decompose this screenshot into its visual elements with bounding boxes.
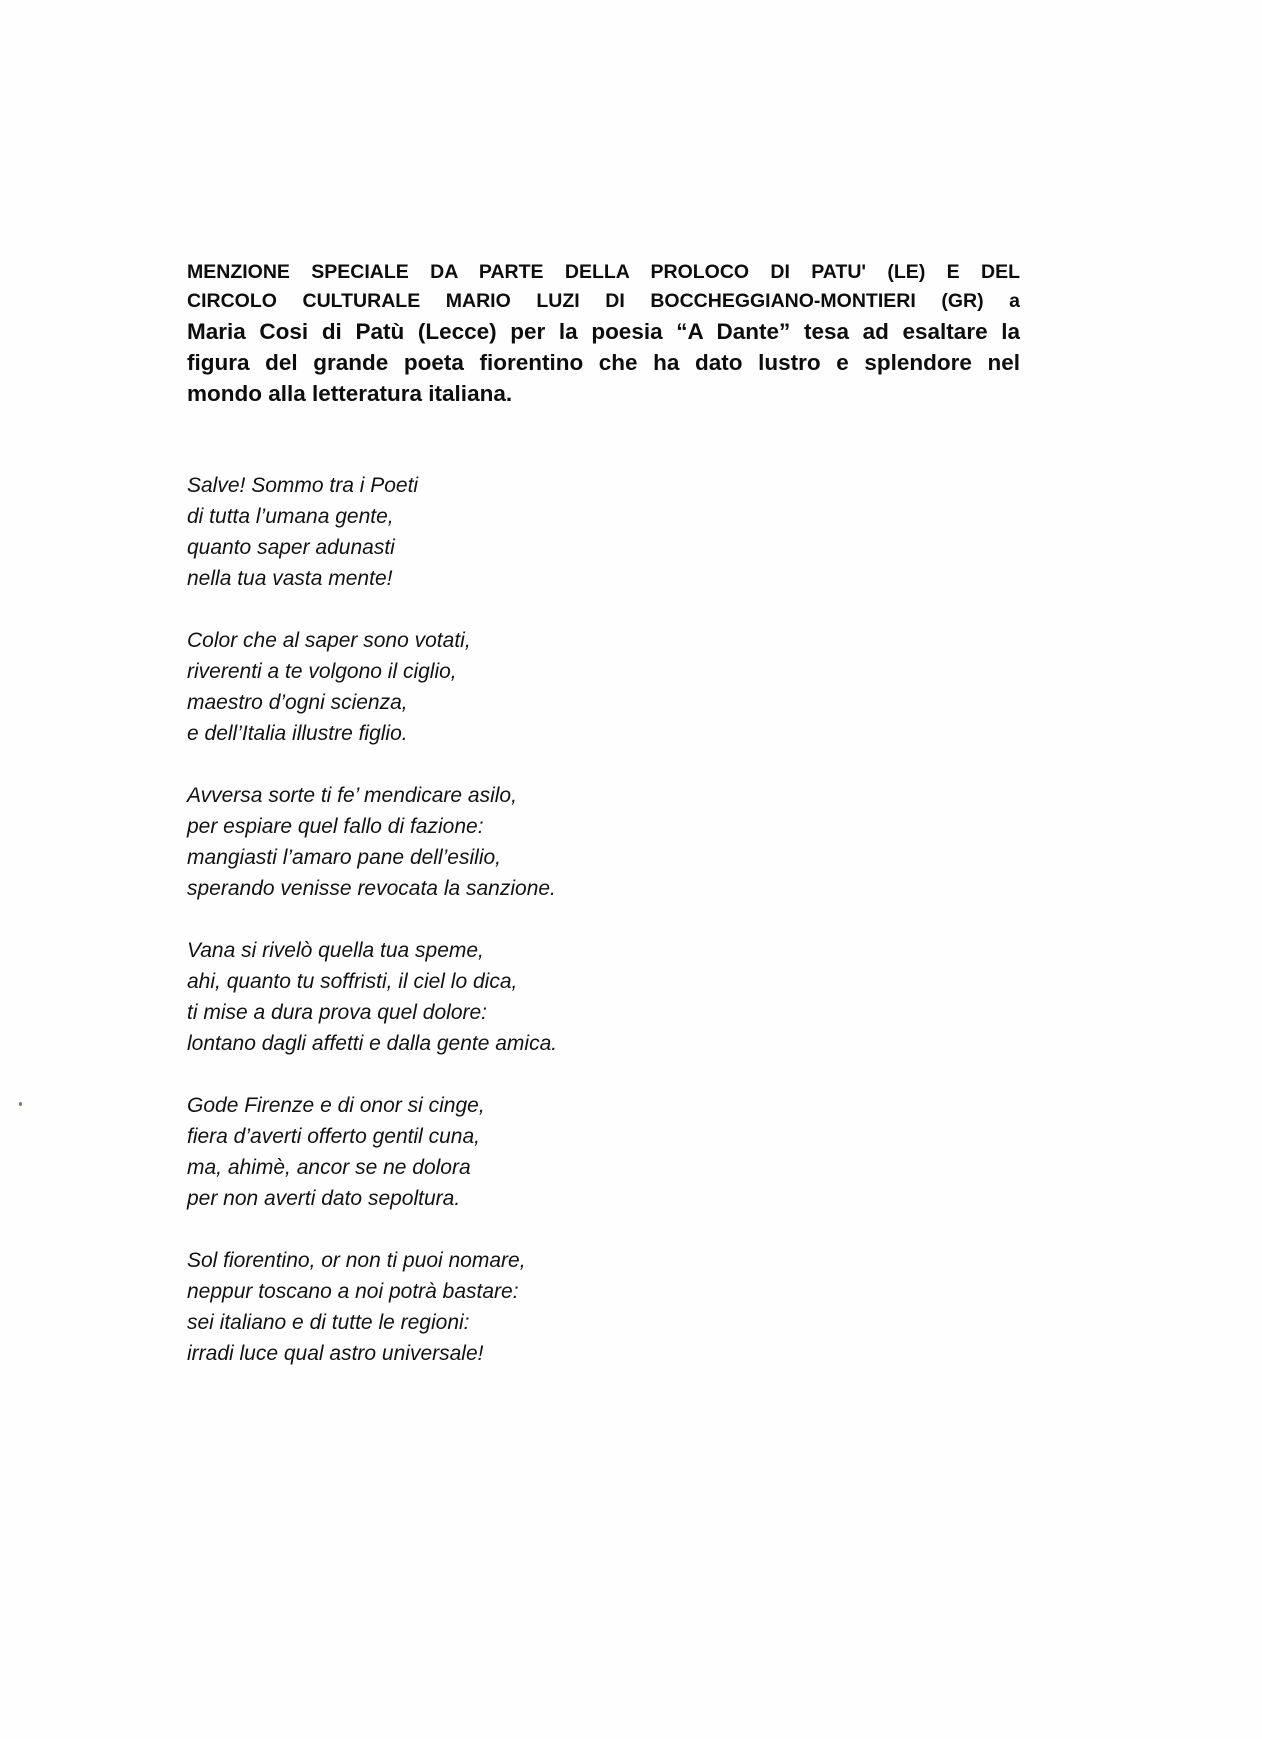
stanza [187,625,557,749]
verse: lontano dagli affetti e dalla gente amica. [187,1032,558,1055]
stanza [187,1245,557,1369]
verse: sperando venisse revocata la sanzione. [187,877,556,900]
heading-line: CIRCOLO CULTURALE MARIO LUZI DI BOCCHEGGIANO-MONTIERI (GR) a [187,290,1020,312]
verse: per espiare quel fallo di fazione: [187,815,484,838]
verse: ti mise a dura prova quel dolore: [187,1001,487,1024]
verse: irradi luce qual astro universale! [187,1342,484,1365]
poem [187,470,557,1400]
verse: ahi, quanto tu soffristi, il ciel lo dica, [187,970,518,993]
verse: ma, ahimè, ancor se ne dolora [187,1156,471,1179]
verse: e dell’Italia illustre figlio. [187,722,408,745]
verse: riverenti a te volgono il ciglio, [187,660,457,683]
verse: quanto saper adunasti [187,536,395,559]
verse: Sol fiorentino, or non ti puoi nomare, [187,1249,526,1272]
stanza [187,935,557,1059]
verse: neppur toscano a noi potrà bastare: [187,1280,519,1303]
stanza [187,470,557,594]
heading-line: MENZIONE SPECIALE DA PARTE DELLA PROLOCO DI PATU' (LE) E DEL [187,261,1020,283]
verse: maestro d’ogni scienza, [187,691,408,714]
stanza [187,780,557,904]
scan-speck [19,1102,22,1106]
heading-line: mondo alla letteratura italiana. [187,381,513,406]
verse: Color che al saper sono votati, [187,629,471,652]
verse: Gode Firenze e di onor si cinge, [187,1094,485,1117]
verse: nella tua vasta mente! [187,567,393,590]
verse: fiera d’averti offerto gentil cuna, [187,1125,480,1148]
verse: Vana si rivelò quella tua speme, [187,939,484,962]
verse: per non averti dato sepoltura. [187,1187,461,1210]
verse: Salve! Sommo tra i Poeti [187,474,419,497]
verse: sei italiano e di tutte le regioni: [187,1311,470,1334]
heading-line: figura del grande poeta fiorentino che ha dato lustro e splendore nel [187,350,1020,375]
heading-line: Maria Cosi di Patù (Lecce) per la poesia “A Dante” tesa ad esaltare la [187,319,1020,344]
verse: Avversa sorte ti fe’ mendicare asilo, [187,784,517,807]
stanza [187,1090,557,1214]
verse: di tutta l’umana gente, [187,505,394,528]
verse: mangiasti l’amaro pane dell’esilio, [187,846,501,869]
award-heading [187,258,1020,409]
